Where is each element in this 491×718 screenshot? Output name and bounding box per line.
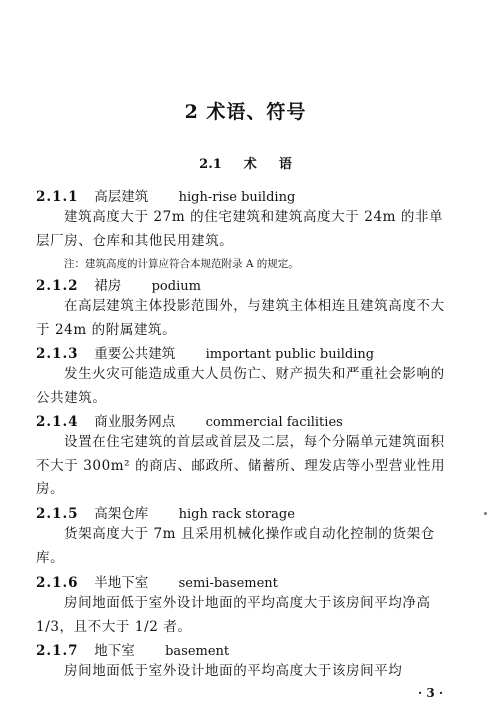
term-number: 2.1.4 (36, 414, 79, 430)
term-number: 2.1.6 (36, 575, 79, 591)
term-english: high-rise building (178, 190, 296, 205)
term-english: basement (165, 644, 230, 659)
term-heading (36, 502, 295, 522)
term-heading (36, 410, 343, 430)
term-number: 2.1.7 (36, 643, 79, 659)
term-heading (36, 571, 278, 591)
term-english: important public building (205, 347, 375, 362)
term-definition: 设置在住宅建筑的首层或首层及二层，每个分隔单元建筑面积不大于 300m² 的商店、邮政所、储蓄所、理发店等小型营业性用房。 (36, 434, 446, 497)
scan-speck (484, 512, 487, 515)
term-chinese: 半地下室 (94, 575, 149, 591)
section-title-char-2: 语 (278, 157, 292, 172)
section-title-char-1: 术 (243, 157, 257, 172)
term-chinese: 裙房 (94, 278, 122, 294)
term-chinese: 高架仓库 (94, 506, 149, 522)
term-number: 2.1.2 (36, 278, 79, 294)
section-number: 2.1 (199, 157, 222, 172)
term-definition: 货架高度大于 7m 且采用机械化操作或自动化控制的货架仓库。 (36, 526, 435, 566)
term-heading (36, 274, 201, 294)
term-heading (36, 639, 229, 659)
chapter-title: 2 术语、符号 (184, 101, 307, 123)
term-heading (36, 185, 295, 205)
term-english: podium (151, 279, 201, 294)
term-number: 2.1.1 (36, 189, 79, 205)
term-number: 2.1.3 (36, 346, 79, 362)
term-english: commercial facilities (205, 415, 343, 430)
term-english: high rack storage (178, 507, 295, 522)
term-definition: 建筑高度大于 27m 的住宅建筑和建筑高度大于 24m 的非单层厂房、仓库和其他民用建筑。 (36, 209, 444, 249)
section-title (0, 153, 491, 172)
page-number: · 3 · (418, 686, 444, 700)
term-definition: 房间地面低于室外设计地面的平均高度大于该房间平均净高 1/3，且不大于 1/2 者。 (36, 595, 431, 635)
term-english: semi-basement (178, 576, 278, 591)
term-definition: 发生火灾可能造成重大人员伤亡、财产损失和严重社会影响的公共建筑。 (36, 366, 445, 406)
term-chinese: 高层建筑 (94, 189, 149, 205)
term-note: 注：建筑高度的计算应符合本规范附录 A 的规定。 (64, 258, 299, 270)
term-definition: 在高层建筑主体投影范围外，与建筑主体相连且建筑高度不大于 24m 的附属建筑。 (36, 298, 445, 338)
term-chinese: 商业服务网点 (94, 414, 176, 430)
term-number: 2.1.5 (36, 506, 79, 522)
term-definition: 房间地面低于室外设计地面的平均高度大于该房间平均 (64, 663, 403, 679)
term-chinese: 地下室 (94, 643, 135, 659)
term-heading (36, 342, 374, 362)
term-chinese: 重要公共建筑 (94, 346, 176, 362)
